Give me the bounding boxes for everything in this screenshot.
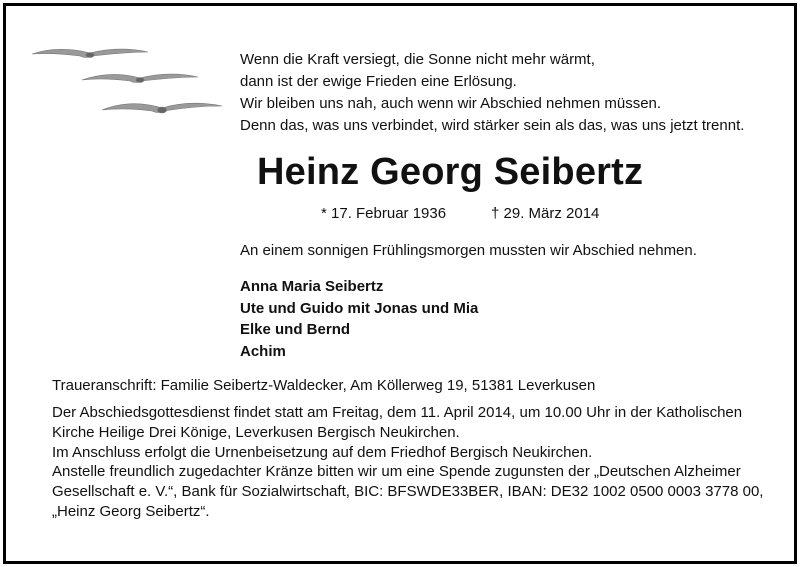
service-line: Kirche Heilige Drei Könige, Leverkusen Bergisch Neukirchen. bbox=[52, 424, 460, 441]
poem-line: Denn das, was uns verbindet, wird stärker sein als das, was uns jetzt trennt. bbox=[240, 117, 745, 134]
service-line: Der Abschiedsgottesdienst findet statt am Freitag, dem 11. April 2014, um 10.00 Uhr in der Katholischen bbox=[52, 404, 743, 421]
donation-info bbox=[52, 462, 763, 522]
donation-line: „Heinz Georg Seibertz“. bbox=[52, 503, 210, 520]
family-member: Ute und Guido mit Jonas und Mia bbox=[240, 299, 479, 317]
death-date: † 29. März 2014 bbox=[491, 205, 600, 222]
poem-line: dann ist der ewige Frieden eine Erlösung. bbox=[240, 73, 517, 90]
poem bbox=[240, 49, 744, 137]
donation-line: Anstelle freundlich zugedachter Kränze bitten wir um eine Spende zugunsten der „Deutschen Alzheimer bbox=[52, 463, 741, 480]
donation-line: Gesellschaft e. V.“, Bank für Sozialwirtschaft, BIC: BFSWDE33BER, IBAN: DE32 1002 0500 0003 3778 00, bbox=[52, 483, 764, 500]
family-member: Achim bbox=[240, 342, 286, 360]
flying-birds-icon bbox=[30, 42, 230, 122]
deceased-name: Heinz Georg Seibertz bbox=[257, 151, 644, 193]
service-line: Im Anschluss erfolgt die Urnenbeisetzung auf dem Friedhof Bergisch Neukirchen. bbox=[52, 444, 593, 461]
birth-date: * 17. Februar 1936 bbox=[321, 205, 447, 222]
intro-text: An einem sonnigen Frühlingsmorgen mussten wir Abschied nehmen. bbox=[240, 242, 697, 259]
family-member: Elke und Bernd bbox=[240, 321, 351, 338]
poem-line: Wenn die Kraft versiegt, die Sonne nicht mehr wärmt, bbox=[240, 51, 595, 68]
mourning-address: Traueranschrift: Familie Seibertz-Waldecker, Am Köllerweg 19, 51381 Leverkusen bbox=[52, 377, 596, 394]
service-info bbox=[52, 403, 742, 463]
poem-line: Wir bleiben uns nah, auch wenn wir Abschied nehmen müssen. bbox=[240, 95, 662, 112]
family-list bbox=[240, 276, 478, 362]
family-member: Anna Maria Seibertz bbox=[240, 278, 384, 295]
